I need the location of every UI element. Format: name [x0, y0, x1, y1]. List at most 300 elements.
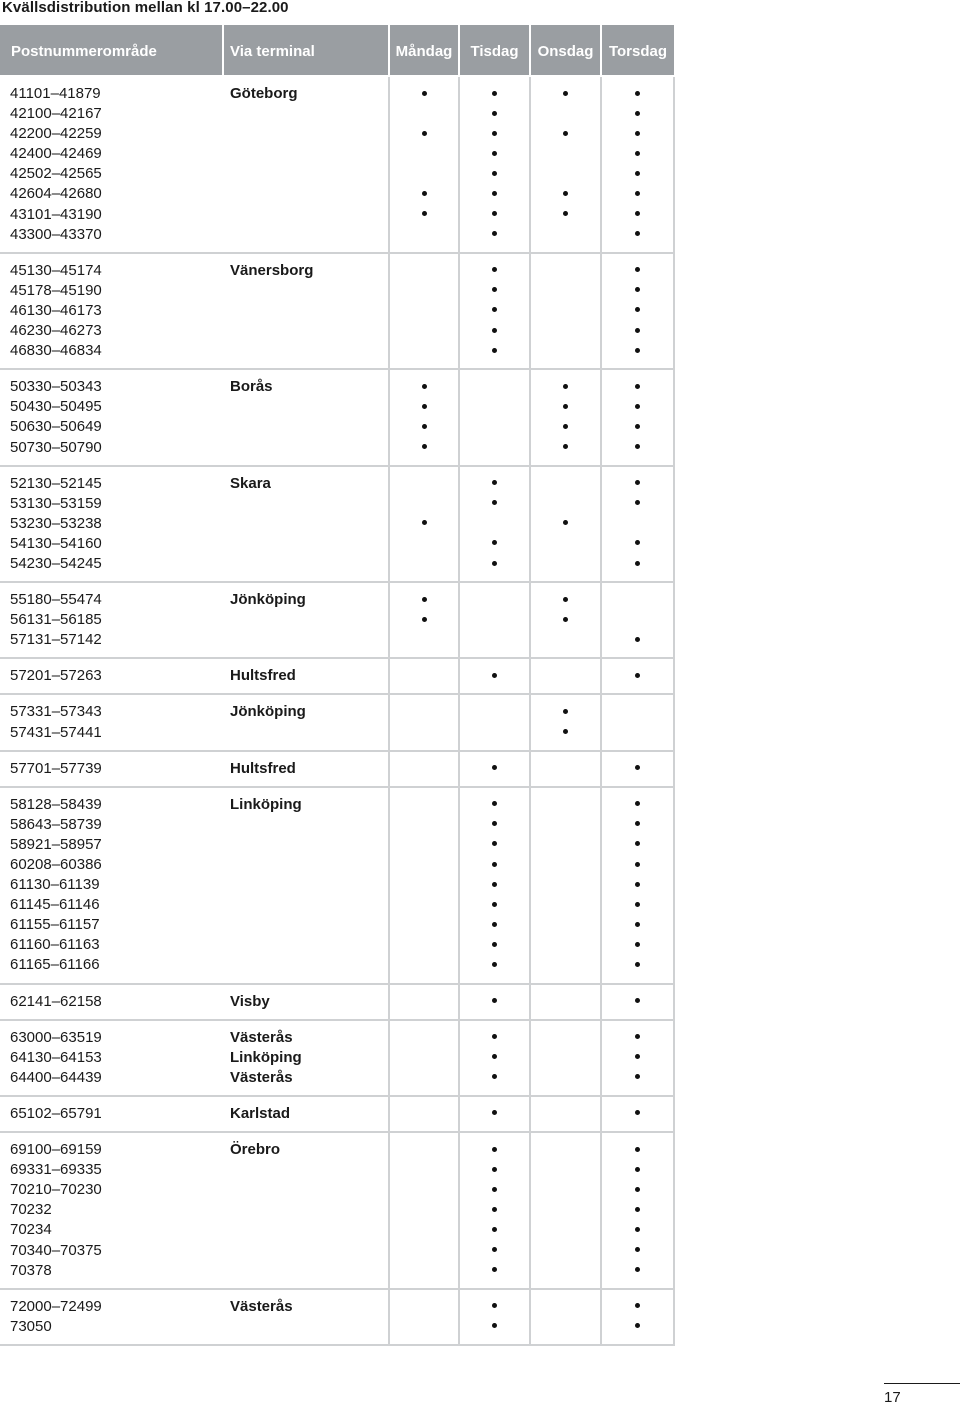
day-slot [602, 124, 673, 144]
delivery-dot-icon [563, 617, 568, 622]
day-slot [390, 1104, 458, 1124]
delivery-dot-icon [635, 1034, 640, 1039]
table-header [0, 25, 674, 76]
postcode-range: 54130–54160 [10, 534, 102, 552]
day-slot [390, 1297, 458, 1317]
day-slot [602, 417, 673, 437]
wednesday-cell [530, 1096, 601, 1132]
day-slot [390, 815, 458, 835]
delivery-dot-icon [635, 424, 640, 429]
thursday-cell [601, 1096, 674, 1132]
delivery-dot-icon [492, 882, 497, 887]
day-slot [602, 590, 673, 610]
day-slot [602, 1140, 673, 1160]
day-slot [390, 1241, 458, 1261]
delivery-dot-icon [492, 1034, 497, 1039]
thursday-cell [601, 253, 674, 369]
delivery-dot-icon [492, 211, 497, 216]
day-slot [390, 494, 458, 514]
tuesday-cell [459, 253, 530, 369]
day-slot [390, 702, 458, 722]
postcode-range: 46130–46173 [10, 301, 102, 319]
delivery-dot-icon [422, 617, 427, 622]
day-slot [390, 895, 458, 915]
day-slot [390, 534, 458, 554]
thursday-cell [601, 751, 674, 787]
day-slot [460, 144, 529, 164]
postcode-range: 64400–64439 [10, 1068, 102, 1086]
postcode-range: 53130–53159 [10, 494, 102, 512]
day-slot [460, 723, 529, 743]
via-terminal-cell [223, 1132, 389, 1289]
tuesday-cell [459, 1096, 530, 1132]
day-slot [602, 281, 673, 301]
delivery-dot-icon [422, 91, 427, 96]
terminal-name [230, 225, 388, 245]
day-slot [460, 855, 529, 875]
delivery-dot-icon [422, 191, 427, 196]
terminal-name: Västerås [230, 1028, 293, 1046]
day-slot [602, 474, 673, 494]
day-slot [602, 1068, 673, 1088]
delivery-dot-icon [563, 91, 568, 96]
postcode-range: 50730–50790 [10, 438, 102, 456]
delivery-dot-icon [635, 1147, 640, 1152]
postcode-cell [0, 1020, 223, 1096]
terminal-name [230, 1160, 388, 1180]
delivery-dot-icon [492, 561, 497, 566]
day-slot [602, 554, 673, 574]
monday-cell [389, 1096, 459, 1132]
day-slot [531, 1261, 600, 1281]
delivery-dot-icon [563, 520, 568, 525]
postcode-cell [0, 253, 223, 369]
terminal-name [230, 1180, 388, 1200]
via-terminal-cell [223, 984, 389, 1020]
day-slot [531, 630, 600, 650]
table-row-group [0, 787, 674, 984]
wednesday-cell [530, 787, 601, 984]
delivery-dot-icon [635, 673, 640, 678]
tuesday-cell [459, 658, 530, 694]
delivery-dot-icon [635, 1074, 640, 1079]
delivery-dot-icon [563, 424, 568, 429]
day-slot [460, 164, 529, 184]
day-slot [602, 1180, 673, 1200]
day-slot [531, 534, 600, 554]
day-slot [602, 205, 673, 225]
delivery-dot-icon [635, 962, 640, 967]
thursday-cell [601, 466, 674, 582]
monday-cell [389, 1289, 459, 1345]
day-slot [602, 438, 673, 458]
day-slot [390, 377, 458, 397]
day-slot [390, 935, 458, 955]
table-row-group [0, 76, 674, 253]
tuesday-cell [459, 582, 530, 658]
thursday-cell [601, 694, 674, 750]
wednesday-cell [530, 1020, 601, 1096]
terminal-name [230, 875, 388, 895]
day-slot [460, 281, 529, 301]
tuesday-cell [459, 466, 530, 582]
delivery-dot-icon [492, 91, 497, 96]
column-header-tuesday: Tisdag [459, 25, 530, 76]
thursday-cell [601, 984, 674, 1020]
terminal-name [230, 514, 388, 534]
delivery-dot-icon [492, 480, 497, 485]
delivery-dot-icon [563, 384, 568, 389]
day-slot [531, 514, 600, 534]
day-slot [460, 1068, 529, 1088]
delivery-dot-icon [492, 171, 497, 176]
day-slot [460, 301, 529, 321]
via-terminal-cell [223, 1096, 389, 1132]
wednesday-cell [530, 76, 601, 253]
day-slot [460, 397, 529, 417]
day-slot [602, 84, 673, 104]
day-slot [602, 225, 673, 245]
terminal-name [230, 1220, 388, 1240]
day-slot [602, 1241, 673, 1261]
postcode-cell [0, 466, 223, 582]
table-row-group [0, 984, 674, 1020]
day-slot [531, 281, 600, 301]
delivery-dot-icon [563, 709, 568, 714]
day-slot [460, 795, 529, 815]
day-slot [390, 759, 458, 779]
day-slot [460, 895, 529, 915]
table-row-group [0, 1020, 674, 1096]
monday-cell [389, 1132, 459, 1289]
day-slot [531, 759, 600, 779]
delivery-dot-icon [492, 801, 497, 806]
delivery-dot-icon [635, 1167, 640, 1172]
postcode-range: 46830–46834 [10, 342, 102, 360]
day-slot [602, 184, 673, 204]
postcode-range: 42100–42167 [10, 105, 102, 123]
via-terminal-cell [223, 466, 389, 582]
terminal-name: Västerås [230, 1068, 293, 1086]
thursday-cell [601, 1020, 674, 1096]
postcode-range: 61145–61146 [10, 896, 100, 914]
day-slot [602, 494, 673, 514]
delivery-dot-icon [635, 444, 640, 449]
delivery-dot-icon [635, 561, 640, 566]
delivery-dot-icon [635, 922, 640, 927]
postcode-range: 69331–69335 [10, 1161, 102, 1179]
day-slot [602, 261, 673, 281]
monday-cell [389, 466, 459, 582]
via-terminal-cell [223, 751, 389, 787]
tuesday-cell [459, 1289, 530, 1345]
day-slot [460, 514, 529, 534]
terminal-name [230, 554, 388, 574]
delivery-dot-icon [492, 1167, 497, 1172]
day-slot [602, 835, 673, 855]
postcode-range: 42400–42469 [10, 145, 102, 163]
day-slot [390, 875, 458, 895]
delivery-dot-icon [635, 131, 640, 136]
postcode-cell [0, 1132, 223, 1289]
delivery-dot-icon [635, 111, 640, 116]
day-slot [602, 935, 673, 955]
delivery-dot-icon [635, 267, 640, 272]
table-row-group [0, 369, 674, 465]
day-slot [390, 723, 458, 743]
day-slot [390, 1200, 458, 1220]
day-slot [602, 1317, 673, 1337]
wednesday-cell [530, 253, 601, 369]
day-slot [602, 144, 673, 164]
day-slot [460, 875, 529, 895]
terminal-name [230, 723, 388, 743]
terminal-name: Karlstad [230, 1104, 291, 1122]
day-slot [460, 474, 529, 494]
day-slot [460, 438, 529, 458]
column-header-wednesday: Onsdag [530, 25, 601, 76]
wednesday-cell [530, 694, 601, 750]
via-terminal-cell [223, 1289, 389, 1345]
terminal-name: Linköping [230, 795, 302, 813]
postcode-range: 45130–45174 [10, 261, 102, 279]
day-slot [460, 1297, 529, 1317]
day-slot [531, 666, 600, 686]
day-slot [602, 855, 673, 875]
delivery-dot-icon [563, 729, 568, 734]
postcode-range: 60208–60386 [10, 856, 102, 873]
delivery-dot-icon [635, 637, 640, 642]
day-slot [531, 397, 600, 417]
terminal-name: Jönköping [230, 703, 306, 721]
delivery-dot-icon [422, 597, 427, 602]
postcode-range: 42502–42565 [10, 165, 102, 183]
day-slot [602, 1200, 673, 1220]
postcode-range: 70232 [10, 1201, 52, 1219]
day-slot [390, 281, 458, 301]
day-slot [390, 261, 458, 281]
day-slot [602, 1261, 673, 1281]
column-header-monday: Måndag [389, 25, 459, 76]
postcode-range: 43101–43190 [10, 205, 102, 223]
delivery-dot-icon [422, 520, 427, 525]
thursday-cell [601, 658, 674, 694]
tuesday-cell [459, 1132, 530, 1289]
delivery-dot-icon [635, 1303, 640, 1308]
day-slot [390, 590, 458, 610]
monday-cell [389, 76, 459, 253]
column-header-thursday: Torsdag [601, 25, 674, 76]
day-slot [390, 1261, 458, 1281]
day-slot [531, 164, 600, 184]
day-slot [602, 1028, 673, 1048]
tuesday-cell [459, 694, 530, 750]
delivery-dot-icon [492, 231, 497, 236]
via-terminal-cell [223, 658, 389, 694]
postcode-range: 65102–65791 [10, 1104, 102, 1122]
wednesday-cell [530, 369, 601, 465]
wednesday-cell [530, 1289, 601, 1345]
day-slot [460, 1048, 529, 1068]
day-slot [390, 341, 458, 361]
day-slot [390, 955, 458, 975]
delivery-dot-icon [635, 191, 640, 196]
day-slot [602, 514, 673, 534]
tuesday-cell [459, 787, 530, 984]
delivery-dot-icon [492, 821, 497, 826]
terminal-name [230, 1317, 388, 1337]
terminal-name [230, 630, 388, 650]
day-slot [460, 205, 529, 225]
postcode-range: 57431–57441 [10, 723, 102, 741]
postcode-range: 70234 [10, 1221, 52, 1239]
postcode-range: 42200–42259 [10, 125, 102, 143]
postcode-range: 58921–58957 [10, 835, 102, 853]
column-header-postcode: Postnummerområde [0, 25, 223, 76]
day-slot [460, 1261, 529, 1281]
delivery-dot-icon [635, 821, 640, 826]
monday-cell [389, 694, 459, 750]
day-slot [531, 1317, 600, 1337]
terminal-name: Borås [230, 378, 273, 396]
delivery-dot-icon [635, 1110, 640, 1115]
day-slot [460, 1104, 529, 1124]
day-slot [602, 895, 673, 915]
day-slot [390, 1028, 458, 1048]
postcode-range: 57331–57343 [10, 703, 102, 721]
delivery-dot-icon [635, 902, 640, 907]
day-slot [390, 1160, 458, 1180]
monday-cell [389, 1020, 459, 1096]
delivery-dot-icon [422, 384, 427, 389]
via-terminal-cell [223, 76, 389, 253]
day-slot [460, 341, 529, 361]
delivery-dot-icon [422, 211, 427, 216]
postcode-range: 50430–50495 [10, 398, 102, 416]
tuesday-cell [459, 76, 530, 253]
delivery-dot-icon [492, 962, 497, 967]
day-slot [531, 915, 600, 935]
monday-cell [389, 787, 459, 984]
delivery-dot-icon [635, 500, 640, 505]
day-slot [602, 1160, 673, 1180]
delivery-dot-icon [635, 1187, 640, 1192]
delivery-dot-icon [492, 1074, 497, 1079]
delivery-dot-icon [492, 307, 497, 312]
day-slot [531, 875, 600, 895]
day-slot [460, 1241, 529, 1261]
day-slot [460, 590, 529, 610]
monday-cell [389, 369, 459, 465]
day-slot [531, 1200, 600, 1220]
delivery-dot-icon [492, 111, 497, 116]
day-slot [531, 590, 600, 610]
postcode-range: 62141–62158 [10, 992, 102, 1010]
day-slot [602, 377, 673, 397]
day-slot [460, 104, 529, 124]
terminal-name [230, 955, 388, 975]
delivery-dot-icon [635, 882, 640, 887]
postcode-range: 64130–64153 [10, 1048, 102, 1066]
day-slot [460, 935, 529, 955]
postcode-range: 56131–56185 [10, 611, 102, 629]
terminal-name [230, 124, 388, 144]
day-slot [460, 417, 529, 437]
day-slot [390, 84, 458, 104]
postcode-range: 54230–54245 [10, 554, 102, 572]
delivery-dot-icon [635, 1207, 640, 1212]
delivery-dot-icon [635, 231, 640, 236]
day-slot [531, 992, 600, 1012]
day-slot [390, 1180, 458, 1200]
terminal-name [230, 935, 388, 955]
delivery-dot-icon [635, 540, 640, 545]
terminal-name: Hultsfred [230, 667, 296, 685]
table-row-group [0, 466, 674, 582]
day-slot [602, 341, 673, 361]
day-slot [602, 759, 673, 779]
delivery-dot-icon [422, 404, 427, 409]
day-slot [531, 377, 600, 397]
tuesday-cell [459, 751, 530, 787]
day-slot [460, 1220, 529, 1240]
day-slot [531, 494, 600, 514]
delivery-dot-icon [492, 328, 497, 333]
day-slot [602, 630, 673, 650]
delivery-dot-icon [635, 801, 640, 806]
thursday-cell [601, 787, 674, 984]
terminal-name [230, 301, 388, 321]
wednesday-cell [530, 1132, 601, 1289]
table-row-group [0, 751, 674, 787]
day-slot [531, 1140, 600, 1160]
delivery-dot-icon [492, 348, 497, 353]
delivery-dot-icon [492, 673, 497, 678]
postcode-range: 70378 [10, 1261, 52, 1279]
postcode-range: 61165–61166 [10, 956, 100, 974]
day-slot [531, 1028, 600, 1048]
day-slot [460, 84, 529, 104]
distribution-table [0, 25, 675, 1346]
day-slot [390, 1068, 458, 1088]
terminal-name [230, 895, 388, 915]
postcode-range: 61155–61157 [10, 916, 100, 934]
terminal-name: Göteborg [230, 85, 298, 102]
postcode-cell [0, 1289, 223, 1345]
day-slot [531, 955, 600, 975]
delivery-dot-icon [635, 1323, 640, 1328]
delivery-dot-icon [492, 1227, 497, 1232]
terminal-name [230, 1241, 388, 1261]
via-terminal-cell [223, 787, 389, 984]
postcode-range: 61160–61163 [10, 936, 100, 954]
day-slot [460, 554, 529, 574]
day-slot [531, 144, 600, 164]
delivery-dot-icon [492, 1110, 497, 1115]
day-slot [390, 184, 458, 204]
day-slot [390, 992, 458, 1012]
table-row-group [0, 253, 674, 369]
column-header-via-terminal: Via terminal [223, 25, 389, 76]
day-slot [531, 1180, 600, 1200]
table-row-group [0, 658, 674, 694]
day-slot [390, 915, 458, 935]
monday-cell [389, 984, 459, 1020]
day-slot [390, 610, 458, 630]
postcode-range: 42604–42680 [10, 185, 102, 203]
day-slot [531, 1297, 600, 1317]
delivery-dot-icon [635, 1227, 640, 1232]
